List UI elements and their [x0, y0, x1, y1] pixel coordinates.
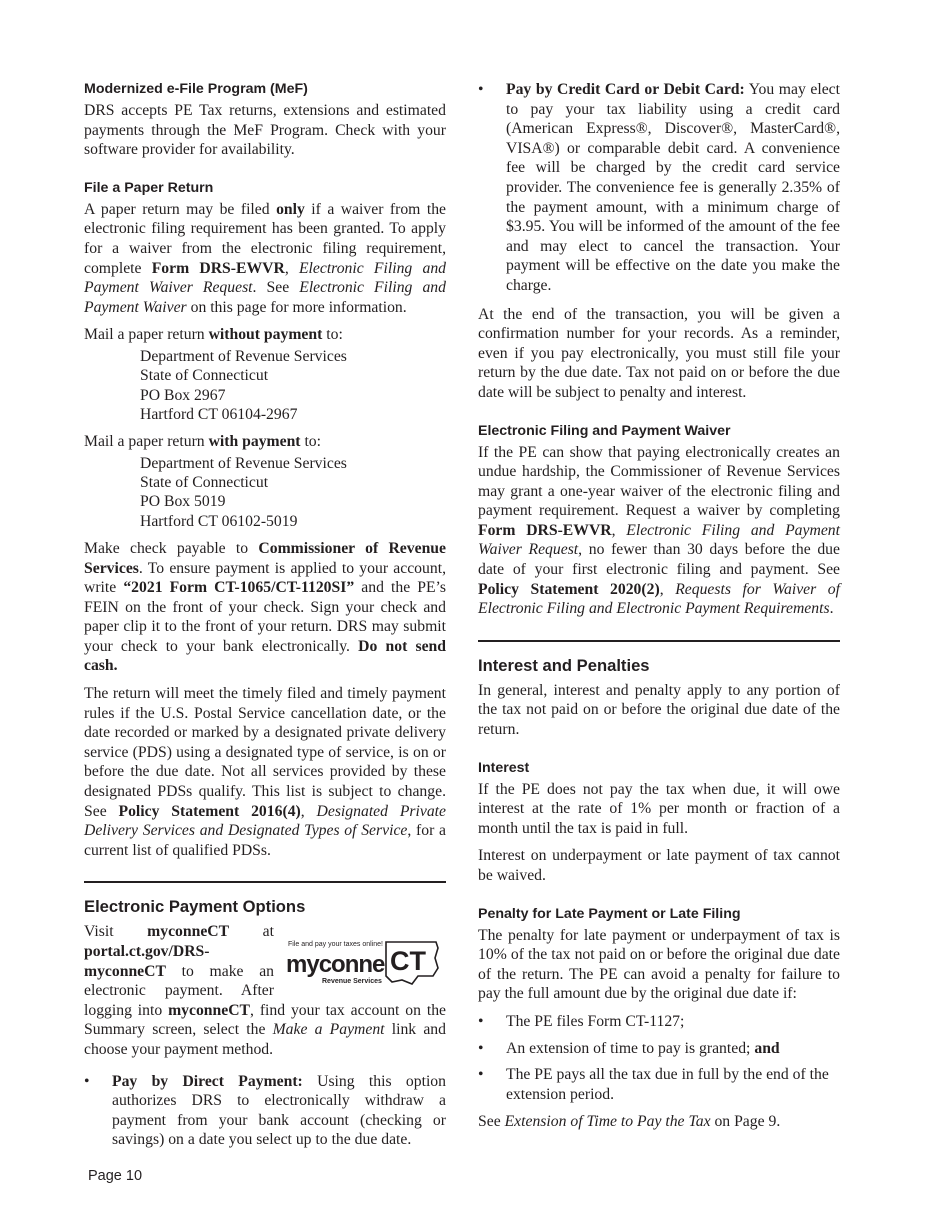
- logo-tagline: File and pay your taxes online!: [288, 941, 383, 949]
- bullet: •: [478, 81, 484, 98]
- address-without-payment: [140, 347, 446, 424]
- electronic-payment-heading: Electronic Payment Options: [84, 897, 306, 917]
- waiver-paragraph: If the PE can show that paying electronically creates an undue hardship, the Commissioner of Revenue Services may grant a one-year waiver of the electronic filing and payment requirement. Request a waiver by completing Form DRS-EWVR, Electronic Filing and Payment Waiver Request, no fewer than 30 days before the due date of your first electronic filing and payment. See Policy Statement 2020(2), Requests for Waiver of Electronic Filing and Electronic Payment Requirements.: [478, 443, 841, 618]
- logo-wordmark: myconne: [286, 951, 385, 979]
- interest-waiver-paragraph: Interest on underpayment or late payment of tax cannot be waived.: [478, 847, 840, 884]
- confirmation-paragraph: At the end of the transaction, you will be given a confirmation number for your records. As a reminder, even if you pay electronically, you must still file your return by the due date. Tax not paid on or before the due date will be subject to penalty and interest.: [478, 305, 840, 401]
- section-divider: [84, 881, 446, 883]
- address-line: State of Connecticut: [140, 367, 269, 385]
- list-item: • Pay by Direct Payment: Using this option authorizes DRS to electronically withdraw a payment from your bank account (checking or savings) on a date you select up to the due date.: [84, 1072, 446, 1149]
- address-line: Hartford CT 06104-2967: [140, 405, 298, 423]
- timely-filed-paragraph: The return will meet the timely filed and timely payment rules if the U.S. Postal Service cancellation date, or the date recorded or marked by a designated private delivery service (PDS) using a designated type of service, is on or before the due date. Not all services provided by these designated PDSs qualify. This list is subject to change. See Policy Statement 2016(4), Designated Private Delivery Services and Designated Types of Service, for a current list of qualified PDSs.: [84, 685, 446, 859]
- myconnect-logo: [286, 928, 444, 986]
- see-extension-paragraph: See Extension of Time to Pay the Tax on Page 9.: [478, 1113, 781, 1131]
- address-line: State of Connecticut: [140, 474, 269, 492]
- address-line: PO Box 5019: [140, 493, 226, 511]
- bullet: •: [84, 1072, 90, 1090]
- bullet: •: [478, 1039, 484, 1057]
- address-line: Department of Revenue Services: [140, 454, 347, 472]
- payment-options-list-continued: [478, 80, 840, 296]
- left-column: [84, 80, 446, 1158]
- logo-subtitle: Revenue Services: [322, 978, 382, 986]
- penalty-conditions-list: [478, 1012, 840, 1104]
- mail-without-payment-line: Mail a paper return without payment to:: [84, 326, 343, 344]
- address-line: Hartford CT 06102-5019: [140, 512, 298, 530]
- mail-with-payment-line: Mail a paper return with payment to:: [84, 433, 322, 451]
- bullet: •: [478, 1012, 484, 1030]
- bullet: •: [478, 1066, 484, 1084]
- interest-heading: Interest: [478, 759, 530, 776]
- mef-heading: Modernized e-File Program (MeF): [84, 81, 308, 97]
- list-item: • Pay by Credit Card or Debit Card: You may elect to pay your tax liability using a credit card (American Express®, Discover®, MasterCard®, VISA®) or comparable debit card. A convenience fee will be charged by the credit card service provider. The convenience fee is generally 2.35% of the payment amount, with a minimum charge of $3.95. You will be informed of the amount of the fee and may elect to cancel the transaction. Your payment will be effective on the date you make the charge.: [478, 81, 841, 294]
- section-divider: [478, 640, 840, 642]
- mef-paragraph: DRS accepts PE Tax returns, extensions and estimated payments through the MeF Program. Check with your software provider for availability.: [84, 102, 446, 159]
- list-item: • The PE pays all the tax due in full by the end of the extension period.: [478, 1066, 829, 1103]
- address-with-payment: [140, 454, 446, 531]
- electronic-payment-paragraph: File and pay your taxes online! myconne CT Revenue Services Visit myconneCT at portal.ct.gov/DRS-myconneCT to make an electronic payment. After logging into myconneCT, find your tax account on the Summary screen, select the Make a Payment link and choose your payment method.: [84, 923, 447, 1058]
- logo-ct: CT: [390, 946, 426, 977]
- list-item: • The PE files Form CT-1127;: [478, 1012, 685, 1030]
- payment-options-list: [84, 1072, 446, 1150]
- check-payable-paragraph: Make check payable to Commissioner of Revenue Services. To ensure payment is applied to your account, write “2021 Form CT-1065/CT-1120SI” and the PE’s FEIN on the front of your check. Sign your check and paper clip it to the front of your return. DRS may submit your check to your bank electronically. Do not send cash.: [84, 539, 446, 675]
- list-item: • An extension of time to pay is granted; and: [478, 1039, 780, 1057]
- interest-penalties-heading: Interest and Penalties: [478, 655, 650, 675]
- penalty-paragraph: The penalty for late payment or underpayment of tax is 10% of the tax not paid on or before the original due date of the return. The PE can avoid a penalty for failure to pay the full amount due by the original due date if:: [478, 926, 840, 1003]
- address-line: Department of Revenue Services: [140, 347, 347, 365]
- paper-return-paragraph: A paper return may be filed only if a waiver from the electronic filing requirement has been granted. To apply for a waiver from the electronic filing requirement, complete Form DRS-EWVR, Electronic Filing and Payment Waiver Request. See Electronic Filing and Payment Waiver on this page for more information.: [84, 200, 447, 316]
- right-column: [478, 80, 840, 1140]
- penalty-heading: Penalty for Late Payment or Late Filing: [478, 905, 741, 922]
- page-number: Page 10: [88, 1168, 143, 1184]
- paper-return-heading: File a Paper Return: [84, 179, 214, 196]
- interest-penalties-paragraph: In general, interest and penalty apply to any portion of the tax not paid on or before the original due date of the return.: [478, 681, 840, 739]
- address-line: PO Box 2967: [140, 386, 226, 404]
- waiver-heading: Electronic Filing and Payment Waiver: [478, 422, 731, 439]
- interest-paragraph: If the PE does not pay the tax when due, it will owe interest at the rate of 1% per month or fraction of a month until the tax is paid in full.: [478, 780, 840, 837]
